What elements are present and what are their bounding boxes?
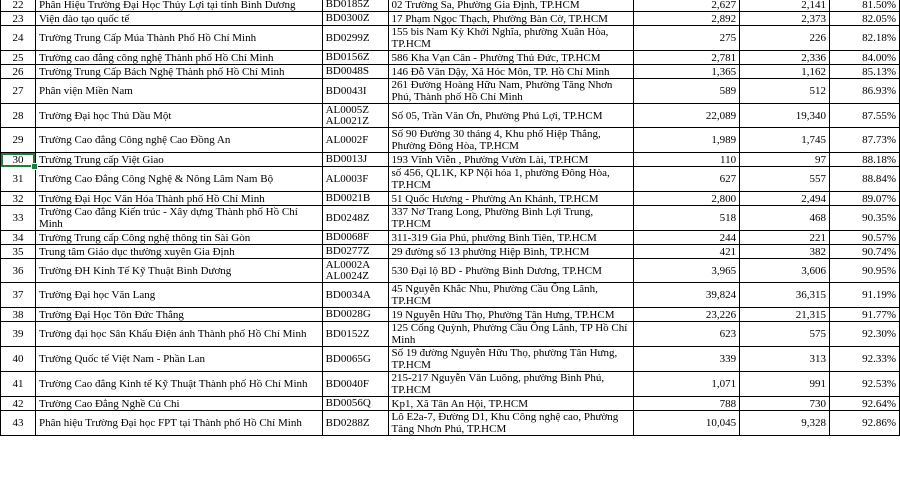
school-code: BD0056Q (325, 397, 371, 409)
school-code: BD0288Z (325, 416, 370, 429)
cell-school-name[interactable]: Trường cao đẳng công nghệ Thành phố Hồ Chí Minh (35, 51, 322, 65)
cell-passed[interactable]: 226 (740, 26, 830, 51)
cell-school-name[interactable]: Trường Cao Đẳng Công Nghệ & Nông Lâm Nam Bộ (35, 167, 322, 192)
cell-total[interactable]: 623 (634, 322, 740, 347)
cell-school-code[interactable] (322, 347, 388, 372)
cell-stt[interactable]: 37 (1, 283, 36, 308)
cell-address[interactable]: Số 05, Trần Văn Ơn, Phường Phú Lợi, TP.HCM (388, 104, 634, 128)
cell-passed[interactable]: 382 (740, 245, 830, 259)
cell-passed[interactable]: 21,315 (740, 308, 830, 322)
cell-total[interactable]: 22,089 (634, 104, 740, 128)
cell-address[interactable]: 155 bis Nam Kỳ Khởi Nghĩa, phường Xuân Hòa, TP.HCM (388, 26, 634, 51)
cell-school-name[interactable]: Phân Hiệu Trường Đại Học Thủy Lợi tại tỉnh Bình Dương (35, 0, 322, 12)
cell-school-name[interactable]: Trường Cao đẳng Công nghệ Cao Đồng An (35, 128, 322, 153)
cell-school-code[interactable] (322, 206, 388, 231)
cell-stt[interactable]: 33 (1, 206, 36, 231)
cell-total[interactable]: 275 (634, 26, 740, 51)
cell-school-code[interactable] (322, 0, 388, 12)
school-code: AL0024Z (325, 269, 369, 282)
cell-school-code[interactable] (322, 231, 388, 245)
cell-address[interactable]: 02 Trường Sa, Phường Gia Định, TP.HCM (388, 0, 634, 12)
table-row (1, 411, 900, 436)
cell-passed[interactable]: 512 (740, 79, 830, 104)
cell-passed[interactable]: 221 (740, 231, 830, 245)
cell-school-code[interactable] (322, 411, 388, 436)
cell-school-name[interactable]: Trung tâm Giáo dục thường xuyên Gia Định (35, 245, 322, 259)
school-code: BD0013J (325, 153, 368, 165)
cell-address[interactable]: 311-319 Gia Phú, phường Bình Tiên, TP.HCM (388, 231, 634, 245)
cell-school-code[interactable] (322, 372, 388, 397)
school-code: BD0028G (325, 308, 371, 320)
cell-school-name[interactable]: Trường Đại học Thủ Dầu Một (35, 104, 322, 128)
school-code: BD0065G (325, 352, 371, 365)
cell-school-name[interactable]: Trường Cao Đẳng Nghề Củ Chi (35, 397, 322, 411)
cell-passed[interactable]: 730 (740, 397, 830, 411)
cell-stt[interactable]: 25 (1, 51, 36, 65)
cell-school-code[interactable] (322, 259, 388, 283)
cell-total[interactable]: 2,892 (634, 12, 740, 26)
cell-stt[interactable]: 42 (1, 397, 36, 411)
cell-passed[interactable]: 313 (740, 347, 830, 372)
table-row (1, 153, 900, 167)
school-code: BD0300Z (325, 12, 370, 24)
cell-address[interactable]: Lô E2a-7, Đường D1, Khu Công nghệ cao, Phường Tăng Nhơn Phú, TP.HCM (388, 411, 634, 436)
table-row (1, 192, 900, 206)
cell-rate[interactable]: 90.57% (829, 231, 899, 245)
cell-total[interactable]: 1,071 (634, 372, 740, 397)
cell-passed[interactable]: 575 (740, 322, 830, 347)
cell-address[interactable]: 146 Đỗ Văn Dậy, Xã Hóc Môn, TP. Hồ Chí Minh (388, 65, 634, 79)
cell-rate[interactable]: 84.00% (829, 51, 899, 65)
cell-address[interactable]: 261 Đường Hoàng Hữu Nam, Phường Tăng Nhơn Phú, Thành phố Hồ Chí Minh (388, 79, 634, 104)
cell-total[interactable]: 1,989 (634, 128, 740, 153)
cell-total[interactable]: 10,045 (634, 411, 740, 436)
cell-rate[interactable]: 85.13% (829, 65, 899, 79)
cell-total[interactable]: 1,365 (634, 65, 740, 79)
cell-school-code[interactable] (322, 245, 388, 259)
cell-school-code[interactable] (322, 12, 388, 26)
cell-rate[interactable]: 92.30% (829, 322, 899, 347)
school-code: BD0277Z (325, 245, 370, 257)
cell-stt[interactable]: 43 (1, 411, 36, 436)
cell-rate[interactable]: 82.05% (829, 12, 899, 26)
cell-passed[interactable]: 2,373 (740, 12, 830, 26)
cell-stt[interactable]: 32 (1, 192, 36, 206)
school-code: BD0021B (325, 192, 371, 204)
cell-total[interactable]: 110 (634, 153, 740, 167)
cell-school-code[interactable] (322, 51, 388, 65)
cell-school-name[interactable]: Trường ĐH Kinh Tế Kỹ Thuật Bình Dương (35, 259, 322, 283)
cell-address[interactable]: 29 đường số 13 phường Hiệp Bình, TP.HCM (388, 245, 634, 259)
table-row (1, 0, 900, 12)
cell-rate[interactable]: 87.73% (829, 128, 899, 153)
cell-rate[interactable]: 87.55% (829, 104, 899, 128)
cell-rate[interactable]: 92.86% (829, 411, 899, 436)
cell-rate[interactable]: 89.07% (829, 192, 899, 206)
cell-total[interactable]: 3,965 (634, 259, 740, 283)
cell-stt[interactable]: 26 (1, 65, 36, 79)
cell-address[interactable]: số 456, QL1K, KP Nội hóa 1, phường Đông Hòa, TP.HCM (388, 167, 634, 192)
cell-stt[interactable]: 28 (1, 104, 36, 128)
school-code: AL0002F (325, 133, 369, 146)
cell-stt[interactable]: 34 (1, 231, 36, 245)
cell-address[interactable]: Số 19 đường Nguyễn Hữu Thọ, phường Tân Hưng, TP.HCM (388, 347, 634, 372)
cell-school-name[interactable]: Trường Đại Học Tôn Đức Thắng (35, 308, 322, 322)
school-code: AL0003F (325, 172, 369, 185)
cell-stt[interactable]: 36 (1, 259, 36, 283)
table-row (1, 51, 900, 65)
cell-school-code[interactable] (322, 104, 388, 128)
table-row (1, 206, 900, 231)
cell-school-code[interactable] (322, 322, 388, 347)
cell-school-name[interactable]: Trường Đại Học Văn Hóa Thành phố Hồ Chí Minh (35, 192, 322, 206)
cell-total[interactable]: 244 (634, 231, 740, 245)
cell-school-name[interactable]: Trường Quốc tế Việt Nam - Phần Lan (35, 347, 322, 372)
cell-school-name[interactable]: Trường Trung Cấp Múa Thành Phố Hồ Chí Minh (35, 26, 322, 51)
cell-passed[interactable]: 2,494 (740, 192, 830, 206)
cell-address[interactable]: 193 Vĩnh Viễn , Phường Vườn Lài, TP.HCM (388, 153, 634, 167)
cell-address[interactable]: 125 Cống Quỳnh, Phường Cầu Ông Lãnh, TP Hồ Chí Minh (388, 322, 634, 347)
cell-rate[interactable]: 90.35% (829, 206, 899, 231)
cell-passed[interactable]: 19,340 (740, 104, 830, 128)
cell-total[interactable]: 2,627 (634, 0, 740, 12)
cell-address[interactable]: 19 Nguyễn Hữu Thọ, Phường Tân Hưng, TP.HCM (388, 308, 634, 322)
cell-school-code[interactable] (322, 79, 388, 104)
cell-school-code[interactable] (322, 283, 388, 308)
cell-rate[interactable]: 91.77% (829, 308, 899, 322)
school-code: BD0040F (325, 377, 369, 390)
cell-school-code[interactable] (322, 167, 388, 192)
cell-stt[interactable]: 29 (1, 128, 36, 153)
school-code: BD0248Z (325, 211, 370, 224)
table-row (1, 104, 900, 128)
table-row (1, 397, 900, 411)
school-code: AL0005Z (325, 103, 369, 116)
cell-passed[interactable]: 2,141 (740, 0, 830, 12)
fill-handle[interactable] (31, 163, 38, 170)
school-code: BD0156Z (325, 51, 370, 63)
cell-address[interactable]: 215-217 Nguyễn Văn Luông, phường Bình Phú, TP.HCM (388, 372, 634, 397)
cell-school-code[interactable] (322, 153, 388, 167)
cell-school-code[interactable] (322, 65, 388, 79)
cell-stt[interactable]: 41 (1, 372, 36, 397)
cell-rate[interactable]: 90.95% (829, 259, 899, 283)
table-row (1, 347, 900, 372)
cell-total[interactable]: 788 (634, 397, 740, 411)
cell-school-name[interactable]: Trường Trung cấp Công nghệ thông tin Sài Gòn (35, 231, 322, 245)
cell-stt[interactable]: 39 (1, 322, 36, 347)
table-row (1, 308, 900, 322)
cell-address[interactable]: 337 Nơ Trang Long, Phường Bình Lợi Trung, TP.HCM (388, 206, 634, 231)
cell-stt[interactable]: 24 (1, 26, 36, 51)
cell-passed[interactable]: 1,162 (740, 65, 830, 79)
cell-school-name[interactable]: Viện đào tạo quốc tế (35, 12, 322, 26)
cell-address[interactable]: Số 90 Đường 30 tháng 4, Khu phố Hiệp Thắng, Phường Đông Hòa, TP.HCM (388, 128, 634, 153)
cell-rate[interactable]: 91.19% (829, 283, 899, 308)
cell-school-code[interactable] (322, 397, 388, 411)
cell-stt[interactable]: 40 (1, 347, 36, 372)
cell-total[interactable]: 339 (634, 347, 740, 372)
school-code: AL0021Z (325, 114, 369, 127)
cell-stt[interactable]: 27 (1, 79, 36, 104)
cell-total[interactable]: 2,781 (634, 51, 740, 65)
cell-passed[interactable]: 9,328 (740, 411, 830, 436)
cell-stt[interactable]: 30 (1, 153, 36, 167)
cell-address[interactable]: 45 Nguyễn Khắc Nhu, Phường Cầu Ông Lãnh, TP.HCM (388, 283, 634, 308)
table-row (1, 322, 900, 347)
cell-total[interactable]: 589 (634, 79, 740, 104)
cell-passed[interactable]: 97 (740, 153, 830, 167)
cell-passed[interactable]: 991 (740, 372, 830, 397)
school-code: BD0048S (325, 65, 369, 77)
school-code: BD0068F (325, 231, 369, 243)
cell-address[interactable]: Kp1, Xã Tân An Hội, TP.HCM (388, 397, 634, 411)
cell-rate[interactable]: 86.93% (829, 79, 899, 104)
cell-rate[interactable]: 92.33% (829, 347, 899, 372)
cell-stt[interactable]: 38 (1, 308, 36, 322)
cell-passed[interactable]: 557 (740, 167, 830, 192)
cell-school-code[interactable] (322, 128, 388, 153)
cell-stt[interactable]: 22 (1, 0, 36, 12)
cell-rate[interactable]: 88.84% (829, 167, 899, 192)
school-code: BD0185Z (325, 0, 370, 10)
cell-school-name[interactable]: Phân hiệu Trường Đại học FPT tại Thành phố Hồ Chí Minh (35, 411, 322, 436)
cell-address[interactable]: 586 Kha Vạn Cân - Phường Thủ Đức, TP.HCM (388, 51, 634, 65)
school-code: AL0002A (325, 258, 371, 271)
table-row (1, 26, 900, 51)
cell-total[interactable]: 2,800 (634, 192, 740, 206)
cell-stt[interactable]: 35 (1, 245, 36, 259)
cell-school-name[interactable]: Trường Đại học Văn Lang (35, 283, 322, 308)
cell-school-code[interactable] (322, 308, 388, 322)
table-row (1, 245, 900, 259)
cell-address[interactable]: 51 Quốc Hương - Phường An Khánh, TP.HCM (388, 192, 634, 206)
cell-rate[interactable]: 81.50% (829, 0, 899, 12)
cell-total[interactable]: 39,824 (634, 283, 740, 308)
cell-passed[interactable]: 3,606 (740, 259, 830, 283)
table-row (1, 79, 900, 104)
cell-passed[interactable]: 1,745 (740, 128, 830, 153)
table-row (1, 231, 900, 245)
table-body (1, 0, 900, 436)
table-row (1, 372, 900, 397)
cell-school-name[interactable]: Phân viện Miền Nam (35, 79, 322, 104)
cell-school-name[interactable]: Trường Cao đẳng Kiến trúc - Xây dựng Thành phố Hồ Chí Minh (35, 206, 322, 231)
cell-rate[interactable]: 90.74% (829, 245, 899, 259)
table-row (1, 128, 900, 153)
cell-rate[interactable]: 92.64% (829, 397, 899, 411)
cell-rate[interactable]: 92.53% (829, 372, 899, 397)
cell-school-name[interactable]: Trường Cao đẳng Kinh tế Kỹ Thuật Thành phố Hồ Chí Minh (35, 372, 322, 397)
cell-school-name[interactable]: Trường đại học Sân Khấu Điện ảnh Thành phố Hồ Chí Minh (35, 322, 322, 347)
cell-address[interactable]: 17 Phạm Ngọc Thạch, Phường Bàn Cờ, TP.HCM (388, 12, 634, 26)
cell-stt[interactable]: 23 (1, 12, 36, 26)
cell-rate[interactable]: 88.18% (829, 153, 899, 167)
school-code: BD0043I (325, 84, 367, 97)
table-row (1, 259, 900, 283)
cell-address[interactable]: 530 Đại lộ BD - Phường Bình Dương, TP.HCM (388, 259, 634, 283)
cell-school-name[interactable]: Trường Trung cấp Việt Giao (35, 153, 322, 167)
school-code: BD0034A (325, 288, 371, 301)
cell-total[interactable]: 421 (634, 245, 740, 259)
cell-total[interactable]: 518 (634, 206, 740, 231)
cell-school-code[interactable] (322, 26, 388, 51)
cell-stt[interactable]: 31 (1, 167, 36, 192)
table-row (1, 12, 900, 26)
cell-total[interactable]: 627 (634, 167, 740, 192)
cell-total[interactable]: 23,226 (634, 308, 740, 322)
table-row (1, 167, 900, 192)
cell-passed[interactable]: 468 (740, 206, 830, 231)
cell-rate[interactable]: 82.18% (829, 26, 899, 51)
cell-passed[interactable]: 36,315 (740, 283, 830, 308)
cell-school-name[interactable]: Trường Trung Cấp Bách Nghệ Thành phố Hồ Chí Minh (35, 65, 322, 79)
table-row (1, 283, 900, 308)
school-code: BD0152Z (325, 327, 370, 340)
cell-school-code[interactable] (322, 192, 388, 206)
school-code: BD0299Z (325, 31, 370, 44)
table-row (1, 65, 900, 79)
cell-passed[interactable]: 2,336 (740, 51, 830, 65)
